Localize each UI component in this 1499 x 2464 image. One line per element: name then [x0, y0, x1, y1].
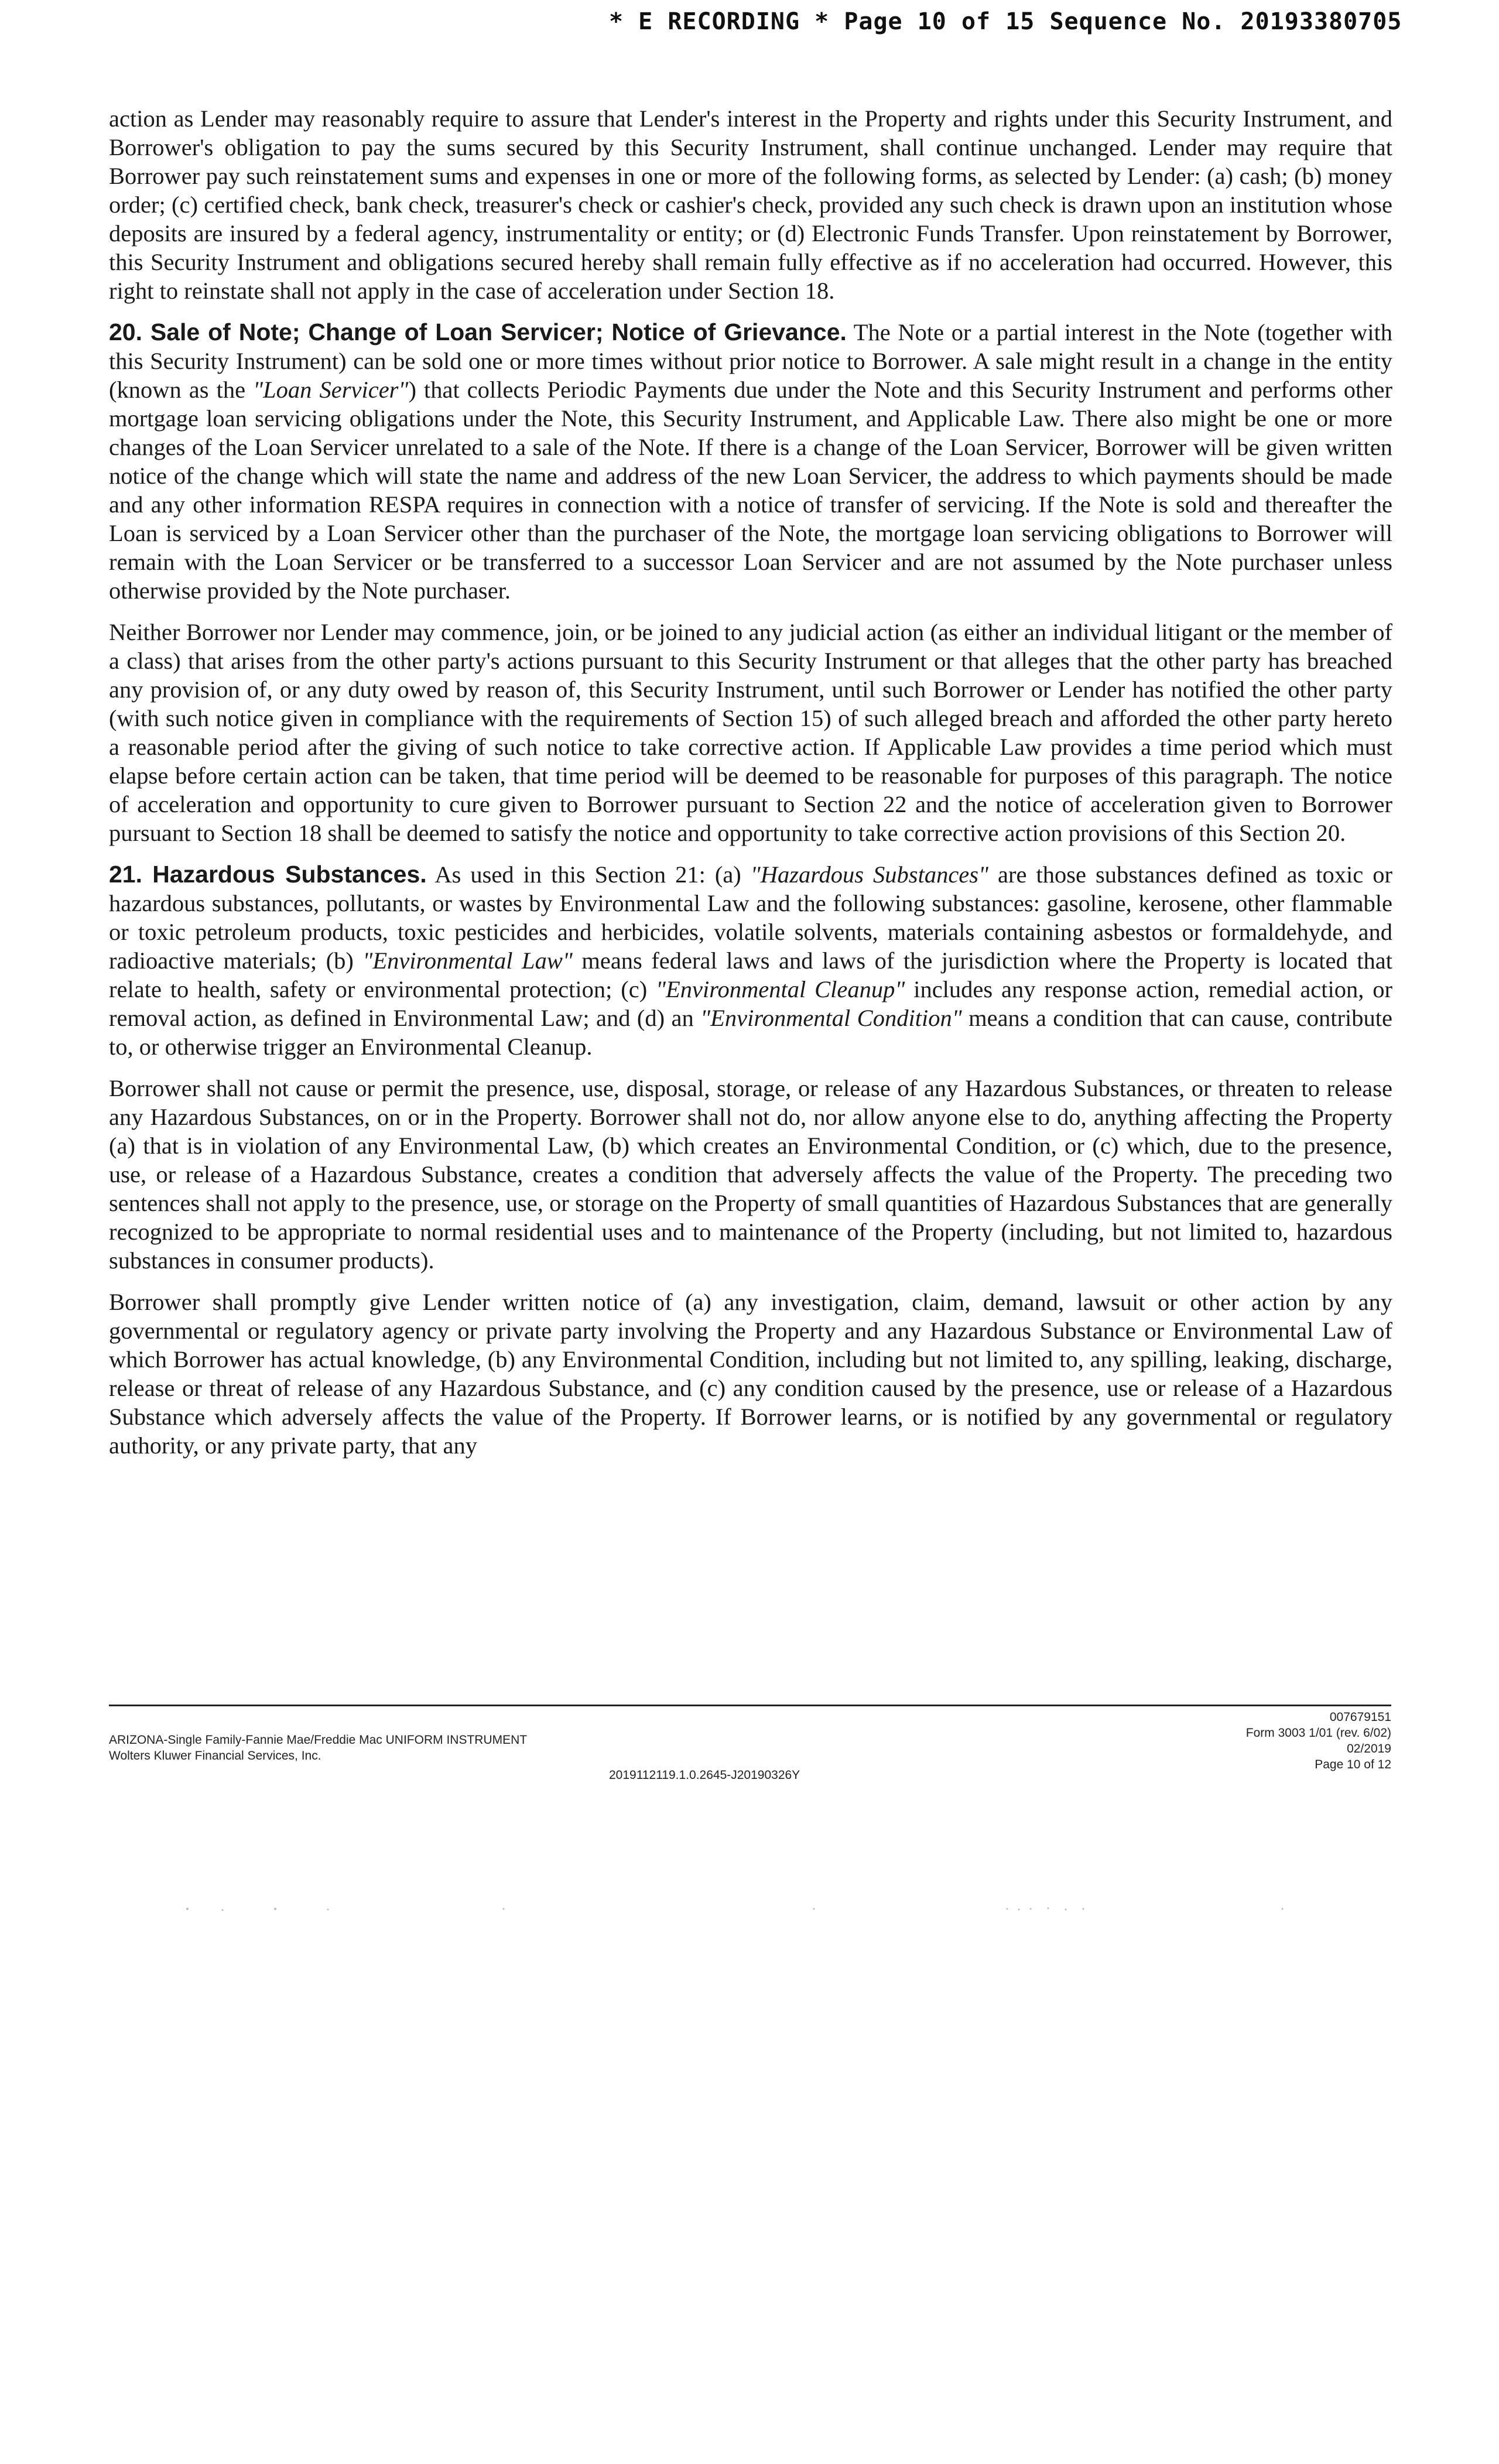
section-21-text-b: are those substances defined as toxic or hazardous substances, pollutants, or wastes by Environmental Law and the following substances: gasoline, kerosene, other flammable or toxic petroleum products, toxic pesticides and herbicides, volatile solvents, materials containing asbestos or formaldehyde, and radioactive materials; (b) — [109, 861, 1392, 974]
recording-header: * E RECORDING * Page 10 of 15 Sequence No. 20193380705 — [609, 8, 1402, 35]
section-20-paragraph-1 — [109, 318, 1392, 605]
footer-publisher: Wolters Kluwer Financial Services, Inc. — [109, 1749, 321, 1763]
footer-form-date: 02/2019 — [1347, 1742, 1391, 1755]
loan-servicer-term: "Loan Servicer" — [253, 377, 409, 403]
section-21-text-d: includes any response action, remedial action, or removal action, as defined in Environmental Law; and (d) an — [109, 976, 1392, 1031]
environmental-condition-term: "Environmental Condition" — [700, 1005, 962, 1031]
footer-page-number: Page 10 of 12 — [1315, 1758, 1391, 1771]
environmental-cleanup-term: "Environmental Cleanup" — [656, 976, 905, 1002]
section-21-title: 21. Hazardous Substances. — [109, 861, 427, 888]
footer-document-id: 2019112119.1.0.2645-J20190326Y — [609, 1768, 800, 1782]
section-21-paragraph-1 — [109, 860, 1392, 1061]
footer-loan-number: 007679151 — [1329, 1710, 1391, 1724]
continuation-paragraph: action as Lender may reasonably require to assure that Lender's interest in the Property and rights under this Security Instrument, and Borrower's obligation to pay the sums secured by this Security Instrument, shall continue unchanged. Lender may require that Borrower pay such reinstatement sums and expenses in one or more of the following forms, as selected by Lender: (a) cash; (b) money order; (c) certified check, bank check, treasurer's check or cashier's check, provided any such check is drawn upon an institution whose deposits are insured by a federal agency, instrumentality or entity; or (d) Electronic Funds Transfer. Upon reinstatement by Borrower, this Security Instrument and obligations secured hereby shall remain fully effective as if no acceleration had occurred. However, this right to reinstate shall not apply in the case of acceleration under Section 18. — [109, 105, 1392, 304]
document-body — [109, 104, 1392, 1473]
footer-form-title: ARIZONA-Single Family-Fannie Mae/Freddie Mac UNIFORM INSTRUMENT — [109, 1733, 528, 1747]
section-21-text-e: means a condition that can cause, contribute to, or otherwise trigger an Environmental Cleanup. — [109, 1005, 1392, 1060]
section-20-text-b: ) that collects Periodic Payments due under the Note and this Security Instrument and performs other mortgage loan servicing obligations under the Note, this Security Instrument, and Applicable Law. There also might be one or more changes of the Loan Servicer unrelated to a sale of the Note. If there is a change of the Loan Servicer, Borrower will be given written notice of the change which will state the name and address of the new Loan Servicer, the address to which payments should be made and any other information RESPA requires in connection with a notice of transfer of servicing. If the Note is sold and thereafter the Loan is serviced by a Loan Servicer other than the purchaser of the Note, the mortgage loan servicing obligations to Borrower will remain with the Loan Servicer or be transferred to a successor Loan Servicer and are not assumed by the Note purchaser unless otherwise provided by the Note purchaser. — [109, 377, 1393, 604]
scan-artifacts — [0, 1897, 1499, 1921]
section-21-paragraph-2: Borrower shall not cause or permit the presence, use, disposal, storage, or release of any Hazardous Substances, or threaten to release any Hazardous Substances, on or in the Property. Borrower shall not do, nor allow anyone else to do, anything affecting the Property (a) that is in violation of any Environmental Law, (b) which creates an Environmental Condition, or (c) which, due to the presence, use, or release of a Hazardous Substance, creates a condition that adversely affects the value of the Property. The preceding two sentences shall not apply to the presence, use, or storage on the Property of small quantities of Hazardous Substances that are generally recognized to be appropriate to normal residential uses and to maintenance of the Property (including, but not limited to, hazardous substances in consumer products). — [109, 1075, 1392, 1274]
footer-right-block — [1101, 1709, 1391, 1772]
section-20-title: 20. Sale of Note; Change of Loan Servicer; Notice of Grievance. — [109, 319, 847, 345]
footer-left-block — [109, 1732, 753, 1764]
section-20-text-a: The Note or a partial interest in the Note (together with this Security Instrument) can be sold one or more times without prior notice to Borrower. A sale might result in a change in the entity (known as the — [109, 319, 1393, 403]
section-21-text-c: means federal laws and laws of the jurisdiction where the Property is located that relate to health, safety or environmental protection; (c) — [109, 947, 1392, 1002]
hazardous-substances-term: "Hazardous Substances" — [750, 861, 989, 888]
section-20-paragraph-2: Neither Borrower nor Lender may commence, join, or be joined to any judicial action (as either an individual litigant or the member of a class) that arises from the other party's actions pursuant to this Security Instrument or that alleges that the other party has breached any provision of, or any duty owed by reason of, this Security Instrument, until such Borrower or Lender has notified the other party (with such notice given in compliance with the requirements of Section 15) of such alleged breach and afforded the other party hereto a reasonable period after the giving of such notice to take corrective action. If Applicable Law provides a time period which must elapse before certain action can be taken, that time period will be deemed to be reasonable for purposes of this paragraph. The notice of acceleration and opportunity to cure given to Borrower pursuant to Section 22 and the notice of acceleration given to Borrower pursuant to Section 18 shall be deemed to satisfy the notice and opportunity to take corrective action provisions of this Section 20. — [109, 619, 1392, 846]
footer-divider — [109, 1705, 1391, 1706]
section-21-paragraph-3: Borrower shall promptly give Lender written notice of (a) any investigation, claim, demand, lawsuit or other action by any governmental or regulatory agency or private party involving the Property and any Hazardous Substance or Environmental Law of which Borrower has actual knowledge, (b) any Environmental Condition, including but not limited to, any spilling, leaking, discharge, release or threat of release of any Hazardous Substance, and (c) any condition caused by the presence, use or release of a Hazardous Substance which adversely affects the value of the Property. If Borrower learns, or is notified by any governmental or regulatory authority, or any private party, that any — [109, 1289, 1392, 1459]
footer-form-number: Form 3003 1/01 (rev. 6/02) — [1245, 1726, 1391, 1740]
environmental-law-term: "Environmental Law" — [362, 947, 573, 974]
section-21-text-a: As used in this Section 21: (a) — [426, 861, 751, 888]
